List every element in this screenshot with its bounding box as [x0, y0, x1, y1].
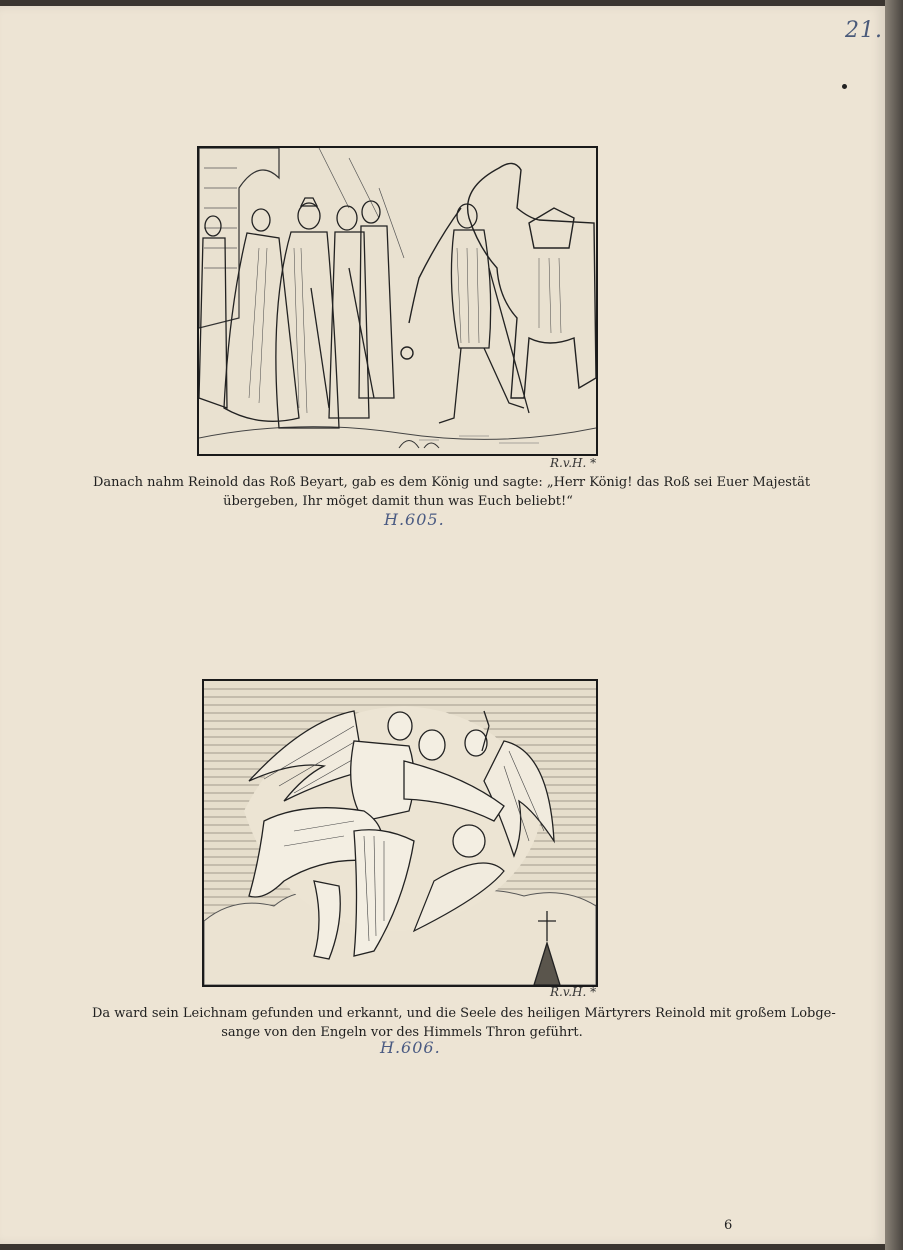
book-fore-edge — [885, 0, 903, 1250]
handwritten-folio-number: 21. — [845, 18, 883, 43]
printed-page-number: 6 — [724, 1218, 733, 1233]
artist-signature-1: R.v.H. * — [550, 456, 597, 470]
engraving-plate-1 — [197, 146, 598, 456]
caption-1-line-1: Danach nahm Reinold das Roß Beyart, gab es dem König und sagte: „Herr König! das Roß sei Euer Majestät — [93, 475, 811, 490]
engraving-plate-2 — [202, 679, 598, 987]
engraving-reinold-horse — [199, 148, 596, 454]
inventory-number-2: H.606. — [380, 1038, 441, 1057]
caption-2-line-1: Da ward sein Leichnam gefunden und erkannt, und die Seele des heiligen Märtyrers Reinold mit großem Lobge- — [92, 1006, 836, 1021]
inventory-number-1: H.605. — [384, 510, 445, 529]
engraving-angels-soul — [204, 681, 596, 985]
artist-signature-2: R.v.H. * — [550, 985, 597, 999]
caption-1-line-2: übergeben, Ihr möget damit thun was Euch beliebt!“ — [223, 494, 573, 509]
ink-dot — [842, 84, 847, 89]
book-page — [0, 6, 885, 1244]
caption-2-line-2: sange von den Engeln vor des Himmels Thron geführt. — [221, 1025, 583, 1040]
